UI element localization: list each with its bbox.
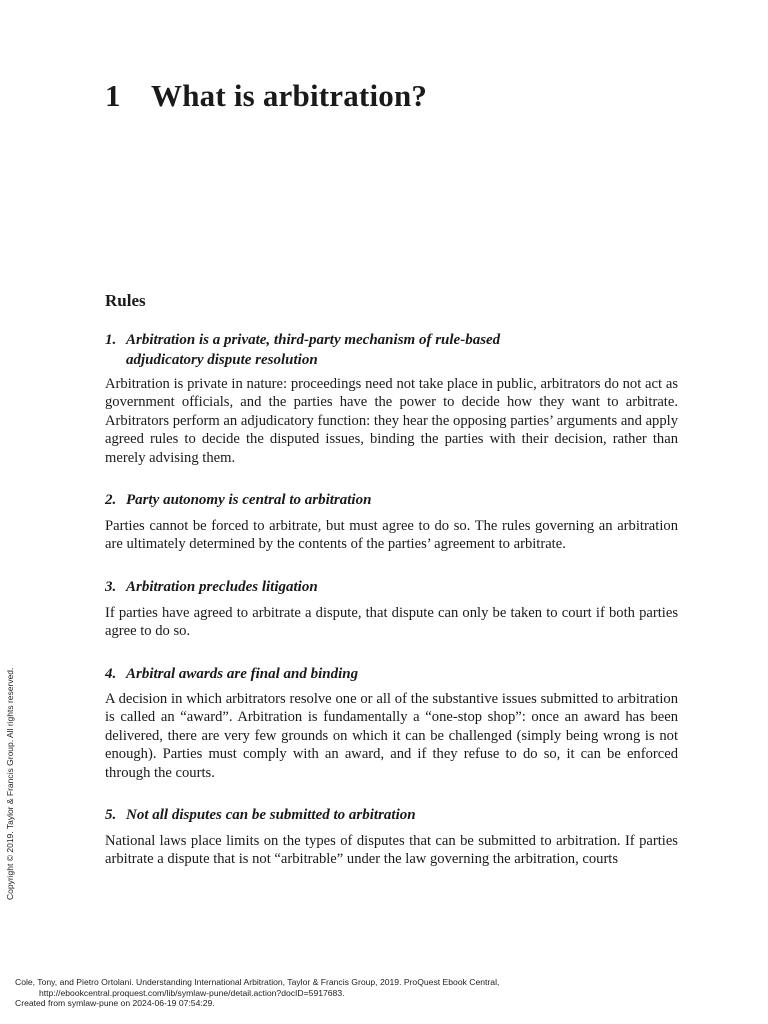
rule-heading-text-cont: adjudicatory dispute resolution xyxy=(126,352,318,368)
section-heading: Rules xyxy=(105,291,146,310)
rule-paragraph-5: National laws place limits on the types of disputes that can be submitted to arbitration. If parties arbitrate a dispute that is not “arbitrable” under the law governing the arbitration, courts xyxy=(105,833,678,868)
rule-heading-1 xyxy=(105,330,665,370)
footer-created-line: Created from symlaw-pune on 2024-06-19 07:54:29. xyxy=(15,998,215,1008)
rule-heading-4 xyxy=(105,664,665,684)
rule-heading-text: Arbitration precludes litigation xyxy=(126,579,318,595)
rule-paragraph-4: A decision in which arbitrators resolve one or all of the substantive issues submitted to arbitration is called an “award”. Arbitration is fundamentally a “one-stop shop”: once an award has been delivered, there are very few grounds on which it can be challenged (simply being wrong is not enough). Parties must comply with an award, and if they refuse to do so, it can be enforced through the courts. xyxy=(105,691,678,781)
rule-heading-5 xyxy=(105,805,665,825)
rule-number: 1. xyxy=(105,332,117,348)
rule-number: 2. xyxy=(105,492,117,508)
rule-heading-3 xyxy=(105,577,665,597)
copyright-notice: Copyright © 2019. Taylor & Francis Group. All rights reserved. xyxy=(5,667,15,900)
rule-number: 4. xyxy=(105,666,117,682)
rule-heading-text: Party autonomy is central to arbitration xyxy=(126,492,372,508)
rule-heading-text: Not all disputes can be submitted to arbitration xyxy=(126,807,416,823)
rule-paragraph-2: Parties cannot be forced to arbitrate, but must agree to do so. The rules governing an arbitration are ultimately determined by the contents of the parties’ agreement to arbitrate. xyxy=(105,518,678,553)
chapter-title-text: What is arbitration? xyxy=(151,78,428,113)
rule-number: 5. xyxy=(105,807,117,823)
rule-number: 3. xyxy=(105,579,117,595)
citation-footer xyxy=(15,977,499,1009)
chapter-number: 1 xyxy=(105,78,121,113)
chapter-title xyxy=(105,78,427,114)
rule-heading-2 xyxy=(105,490,665,510)
rule-heading-text: Arbitral awards are final and binding xyxy=(126,666,359,682)
footer-url: http://ebookcentral.proquest.com/lib/symlaw-pune/detail.action?docID=5917683. xyxy=(39,987,345,998)
rule-paragraph-1: Arbitration is private in nature: proceedings need not take place in public, arbitrators do not act as government officials, and the parties have the power to decide how they want to arbitrate. Arbitrators perform an adjudicatory function: they hear the opposing parties’ arguments and apply agreed rules to decide the disputed issues, binding the parties with their decision, rather than merely advising them. xyxy=(105,376,678,466)
rule-paragraph-3: If parties have agreed to arbitrate a dispute, that dispute can only be taken to court if both parties agree to do so. xyxy=(105,605,678,640)
footer-citation-line: Cole, Tony, and Pietro Ortolani. Understanding International Arbitration, Taylor & Francis Group, 2019. ProQuest Ebook Central, xyxy=(15,977,500,987)
rule-heading-text: Arbitration is a private, third-party mechanism of rule-based xyxy=(126,332,501,348)
